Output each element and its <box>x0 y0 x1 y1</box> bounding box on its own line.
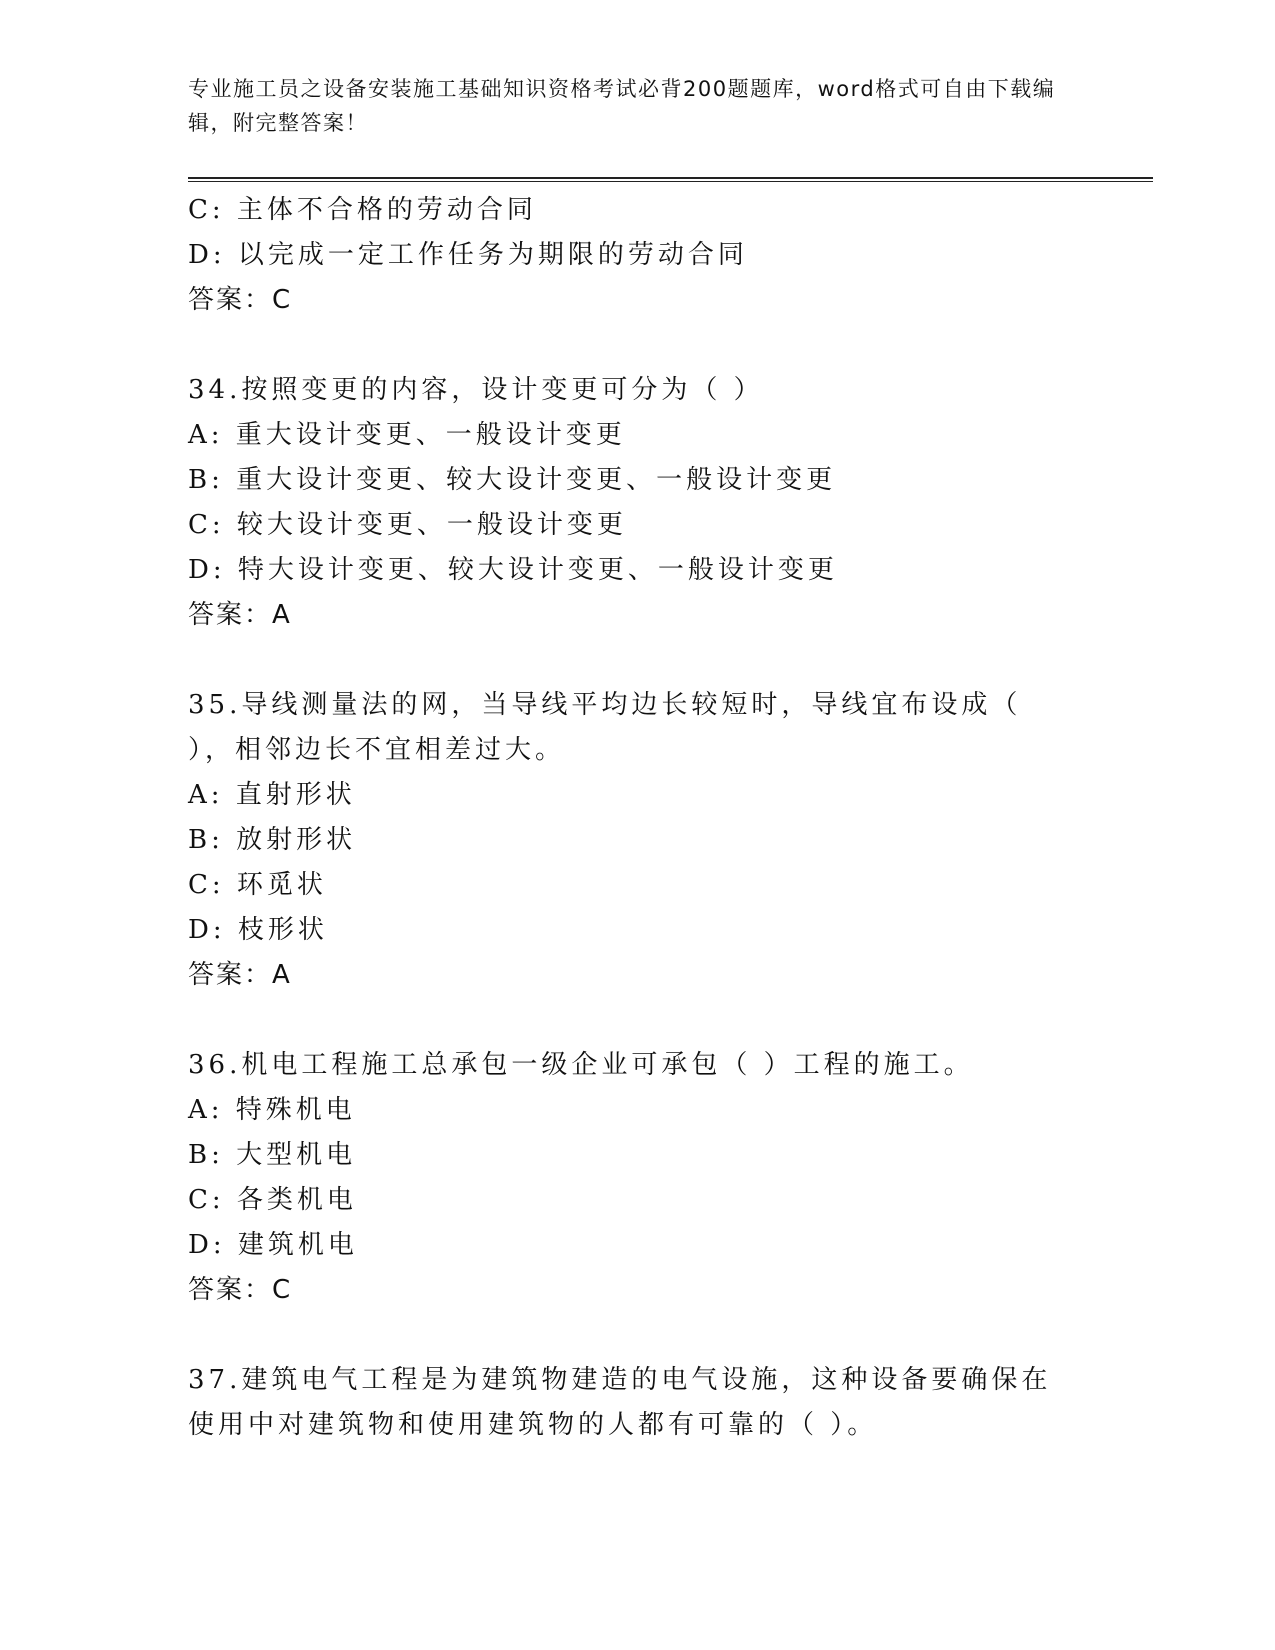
option-d: D: 枝形状 <box>188 915 328 945</box>
spacer <box>188 998 1118 1043</box>
option-c: C: 环觅状 <box>188 870 327 900</box>
header-divider <box>188 177 1153 182</box>
option-a: A: 直射形状 <box>188 780 356 810</box>
question-stem: 37.建筑电气工程是为建筑物建造的电气设施，这种设备要确保在使用中对建筑物和使用建筑物的人都有可靠的（ ）。 <box>188 1365 1052 1440</box>
option-a: A: 特殊机电 <box>188 1095 356 1125</box>
question-stem: 34.按照变更的内容，设计变更可分为（ ） <box>188 375 764 405</box>
option-d: D: 以完成一定工作任务为期限的劳动合同 <box>188 240 748 270</box>
option-d: D: 建筑机电 <box>188 1230 358 1260</box>
option-a: A: 重大设计变更、一般设计变更 <box>188 420 626 450</box>
answer-label: 答案：C <box>188 285 293 315</box>
answer-label: 答案：C <box>188 1275 293 1305</box>
spacer <box>188 323 1118 368</box>
answer-label: 答案：A <box>188 960 292 990</box>
spacer <box>188 1313 1118 1358</box>
option-b: B: 放射形状 <box>188 825 357 855</box>
question-stem: 35.导线测量法的网，当导线平均边长较短时，导线宜布设成（ ），相邻边长不宜相差过大。 <box>188 690 1022 765</box>
answer-label: 答案：A <box>188 600 292 630</box>
option-d: D: 特大设计变更、较大设计变更、一般设计变更 <box>188 555 838 585</box>
spacer <box>188 638 1118 683</box>
question-list <box>188 188 1118 1448</box>
page-header: 专业施工员之设备安装施工基础知识资格考试必背200题题库，word格式可自由下载编辑，附完整答案！ <box>188 77 1056 135</box>
option-c: C: 主体不合格的劳动合同 <box>188 195 537 225</box>
option-b: B: 重大设计变更、较大设计变更、一般设计变更 <box>188 465 837 495</box>
option-b: B: 大型机电 <box>188 1140 357 1170</box>
option-c: C: 较大设计变更、一般设计变更 <box>188 510 627 540</box>
question-stem: 36.机电工程施工总承包一级企业可承包（ ）工程的施工。 <box>188 1050 974 1080</box>
option-c: C: 各类机电 <box>188 1185 357 1215</box>
